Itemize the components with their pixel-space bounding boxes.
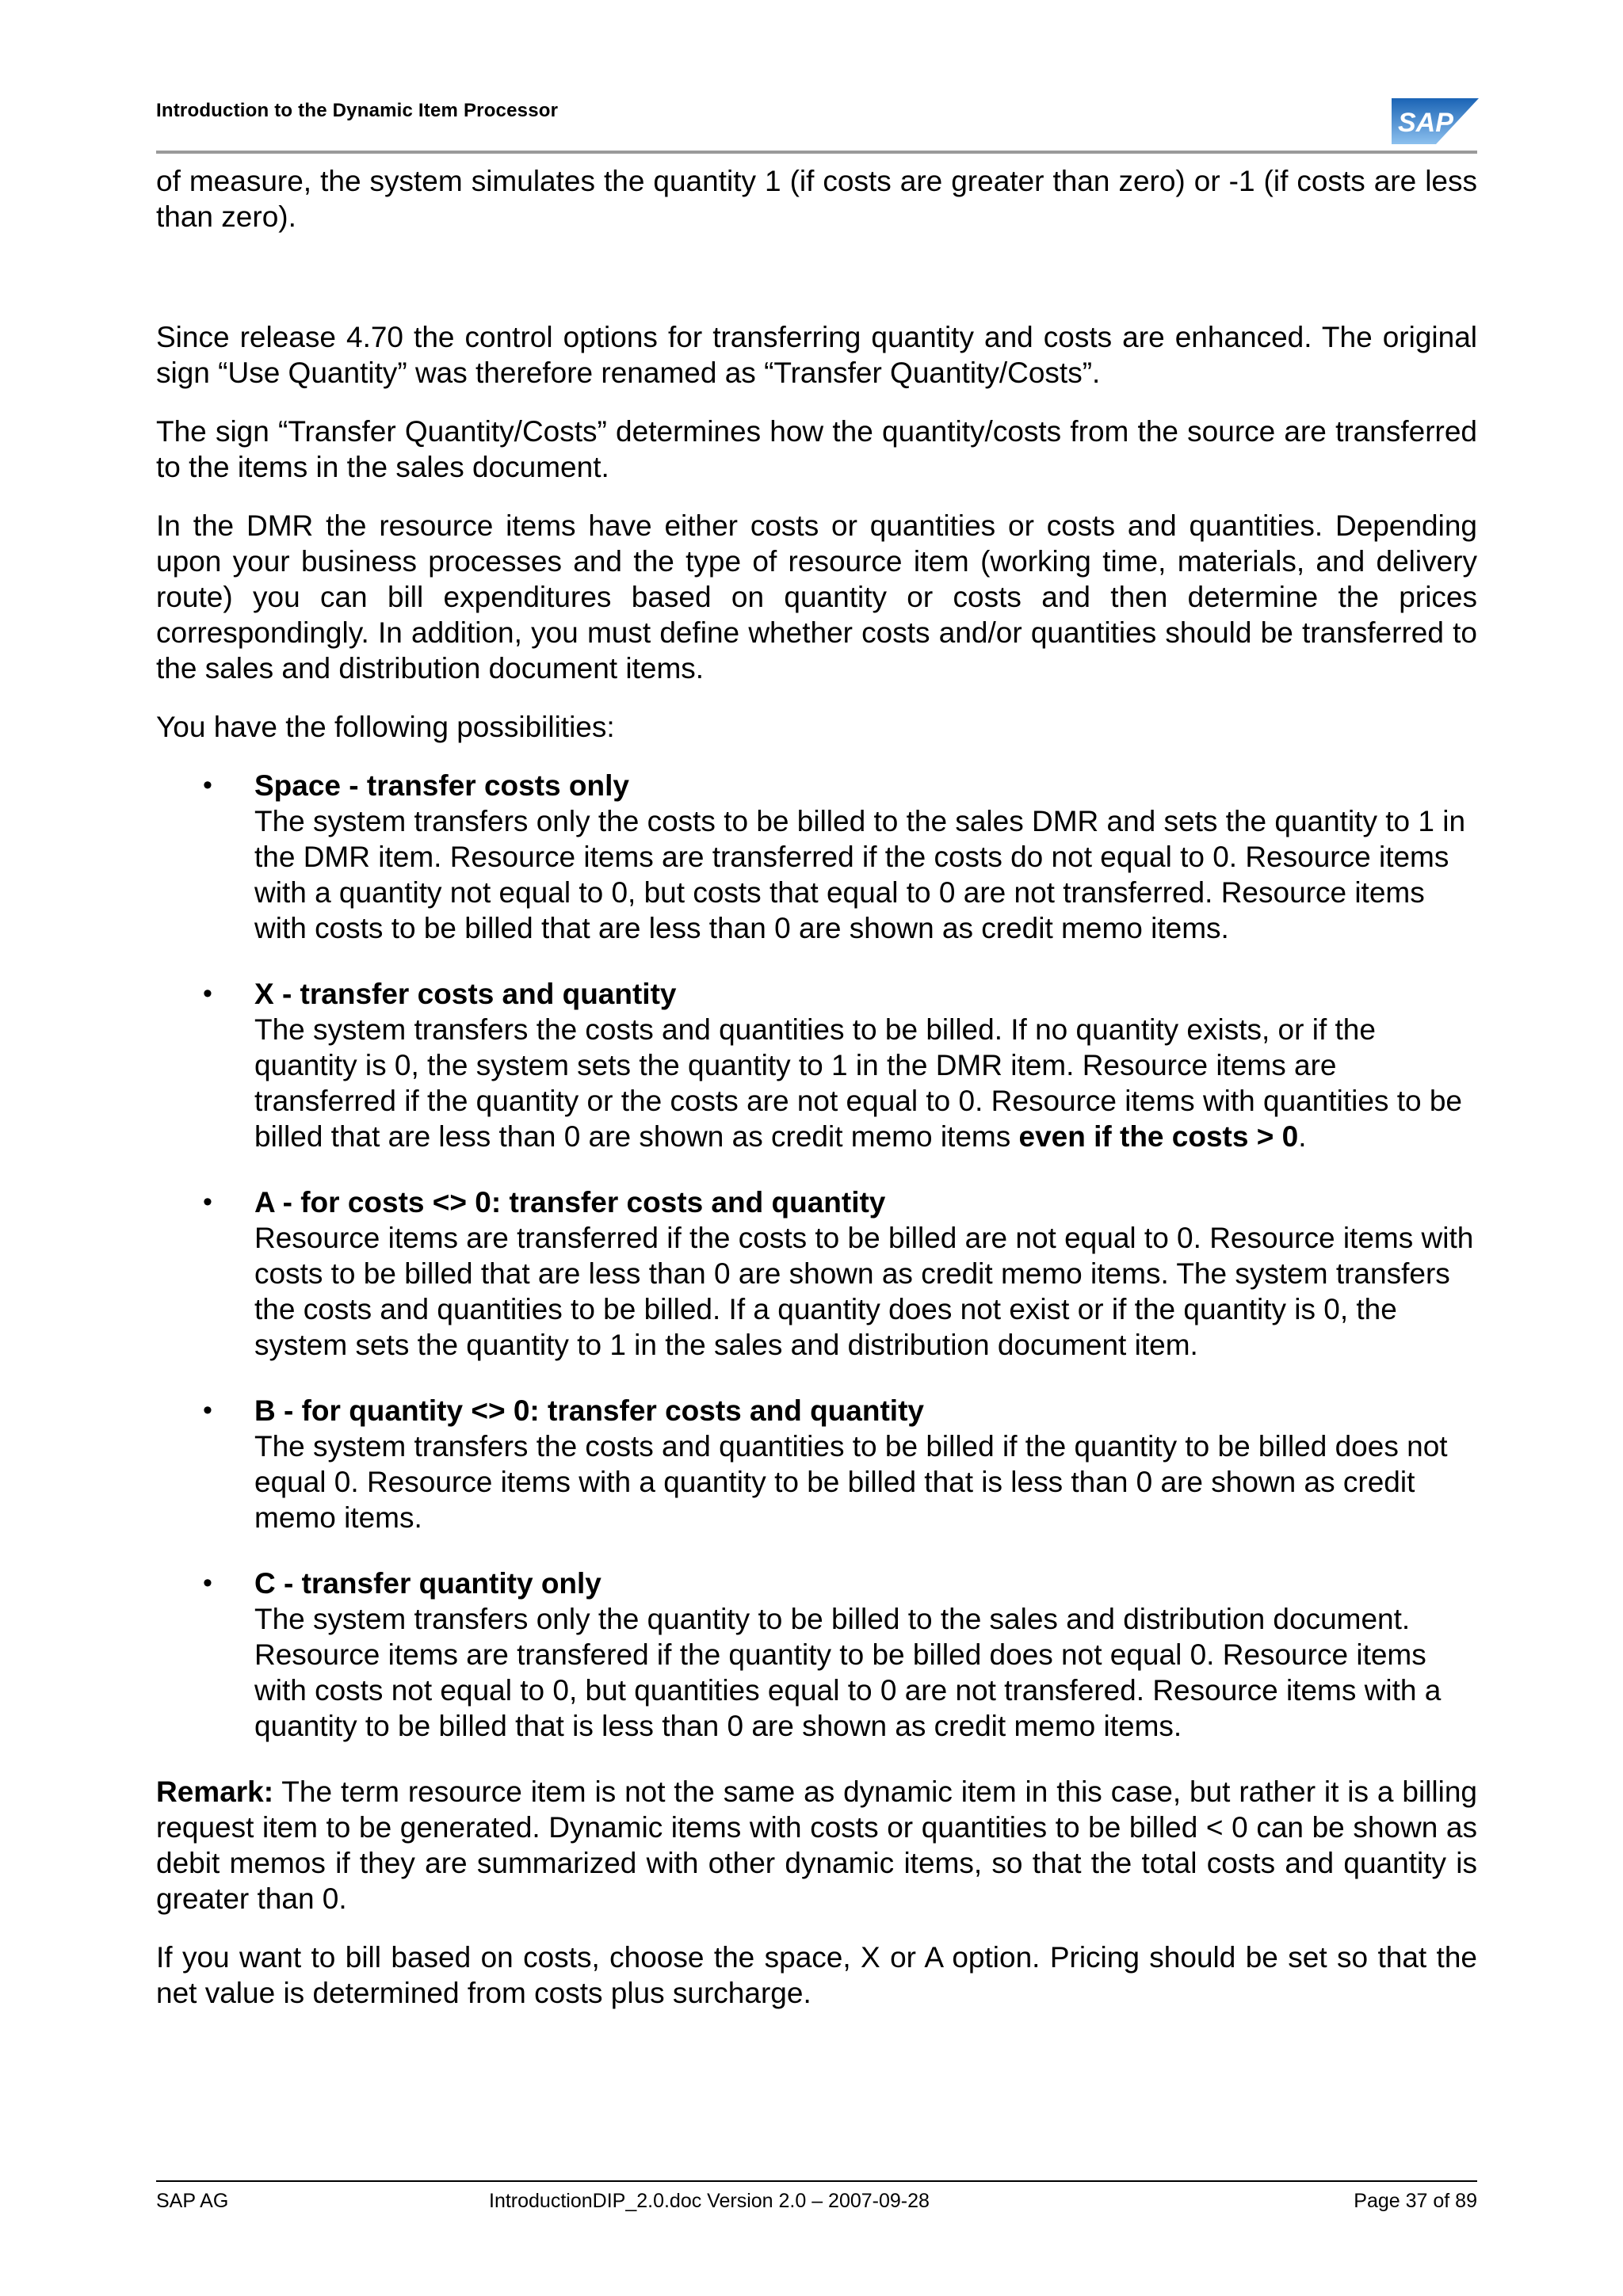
option-text: The system transfers only the costs to be billed to the sales DMR and sets the quantity to 1 in the DMR item. Resource items are transferred if the costs do not equal to 0. Resource items with a quantity not equal to 0, but costs that equal to 0 are not transferred. Resource items with costs to be billed that are less than 0 are shown as credit memo items. <box>254 805 1466 944</box>
option-text: The system transfers the costs and quantities to be billed if the quantity to be billed does not equal 0. Resource items with a quantity to be billed that is less than 0 are shown as credit memo items. <box>254 1430 1448 1534</box>
paragraph-transfer-sign: The sign “Transfer Quantity/Costs” determines how the quantity/costs from the source are transferred to the items in the sales document. <box>156 415 1477 483</box>
list-item <box>156 1184 1477 1363</box>
option-title: C - transfer quantity only <box>254 1567 601 1600</box>
list-item <box>156 976 1477 1154</box>
sap-logo-text: SAP <box>1398 108 1453 138</box>
option-text: The system transfers only the quantity to be billed to the sales and distribution document. Resource items are transfered if the quantity to be billed does not equal 0. Resource items with costs not equal to 0, but quantities equal to 0 are not transfered. Resource items with a quantity to be billed that is less than 0 are shown as credit memo items. <box>254 1603 1442 1742</box>
footer-divider <box>156 2180 1477 2182</box>
option-title: X - transfer costs and quantity <box>254 978 677 1010</box>
header-divider <box>156 151 1477 154</box>
options-list <box>156 768 1477 1744</box>
option-text-end: . <box>1298 1120 1307 1153</box>
bullet-icon: • <box>203 1568 212 1598</box>
footer-page-number: Page 37 of 89 <box>1354 2190 1477 2212</box>
bullet-icon: • <box>203 978 212 1009</box>
list-item <box>156 1393 1477 1535</box>
option-text-main: The system transfers the costs and quantities to be billed. If no quantity exists, or if the quantity is 0, the system sets the quantity to 1 in the DMR item. Resource items are transferred if the quantity or the costs are not equal to 0. Resource items with quantities to be billed that are less than 0 are shown as credit memo items <box>254 1013 1462 1153</box>
paragraph-dmr-resource-items: In the DMR the resource items have either costs or quantities or costs and quantities. Depending upon your business processes and the type of resource item (working time, materials, and delivery route) you can bill expenditures based on quantity or costs and then determine the prices correspondingly. In addition, you must define whether costs and/or quantities should be transferred to the sales and distribution document items. <box>156 509 1477 685</box>
option-title: A - for costs <> 0: transfer costs and quantity <box>254 1186 886 1219</box>
option-text: Resource items are transferred if the costs to be billed are not equal to 0. Resource items with costs to be billed that are less than 0 are shown as credit memo items. The system transfers the costs and quantities to be billed. If a quantity does not exist or if the quantity is 0, the system sets the quantity to 1 in the sales and distribution document item. <box>254 1222 1474 1361</box>
option-title: B - for quantity <> 0: transfer costs and quantity <box>254 1394 924 1427</box>
list-item <box>156 768 1477 946</box>
list-item <box>156 1566 1477 1744</box>
sap-logo <box>1392 98 1479 144</box>
paragraph-remark <box>156 1774 1477 1917</box>
paragraph-unit-of-measure: of measure, the system simulates the quantity 1 (if costs are greater than zero) or -1 (if costs are less than zero). <box>156 165 1477 233</box>
header-title: Introduction to the Dynamic Item Processor <box>156 100 559 121</box>
remark-text: The term resource item is not the same as dynamic item in this case, but rather it is a billing request item to be generated. Dynamic items with costs or quantities to be billed < 0 can be shown as debit memos if they are summarized with other dynamic items, so that the total costs and quantity is greater than 0. <box>156 1775 1477 1915</box>
paragraph-possibilities-intro: You have the following possibilities: <box>156 711 615 743</box>
document-body <box>156 163 1477 2011</box>
remark-label: Remark: <box>156 1775 274 1808</box>
option-text <box>254 1012 1477 1154</box>
paragraph-release-470: Since release 4.70 the control options for transferring quantity and costs are enhanced. The original sign “Use Quantity” was therefore renamed as “Transfer Quantity/Costs”. <box>156 321 1477 389</box>
option-text-emphasis: even if the costs > 0 <box>1018 1120 1299 1153</box>
bullet-icon: • <box>203 1187 212 1217</box>
paragraph-closing: If you want to bill based on costs, choose the space, X or A option. Pricing should be set so that the net value is determined from costs plus surcharge. <box>156 1941 1477 2009</box>
footer-document-version: IntroductionDIP_2.0.doc Version 2.0 – 2007-09-28 <box>489 2190 930 2212</box>
footer-company: SAP AG <box>156 2190 229 2212</box>
bullet-icon: • <box>203 1395 212 1425</box>
option-title: Space - transfer costs only <box>254 769 629 802</box>
bullet-icon: • <box>203 770 212 800</box>
